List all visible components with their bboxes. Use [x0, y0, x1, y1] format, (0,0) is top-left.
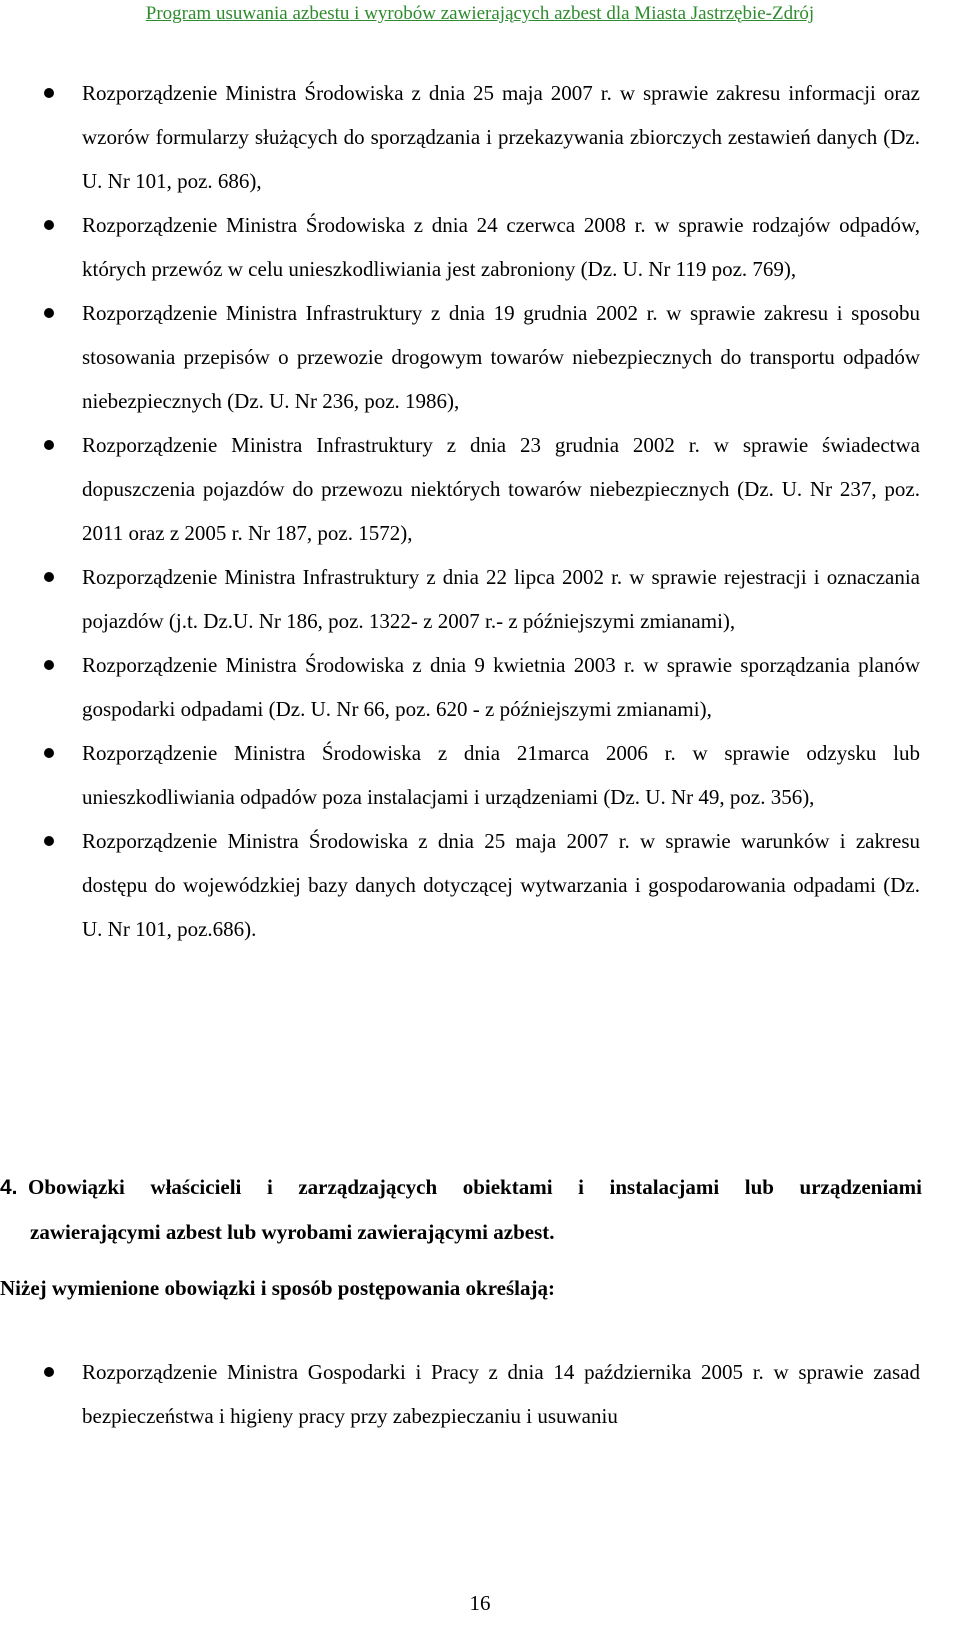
list-item-text: Rozporządzenie Ministra Środowiska z dnia 25 maja 2007 r. w sprawie warunków i zakresu dostępu do wojewódzkiej bazy danych dotyczącej wytwarzania i gospodarowania odpadami (Dz. U. Nr 101, poz.686).	[82, 829, 920, 941]
regulations-list-2	[0, 1350, 960, 1438]
bullet-icon	[44, 572, 54, 582]
section-heading	[0, 1165, 922, 1254]
list-item-text: Rozporządzenie Ministra Środowiska z dnia 21marca 2006 r. w sprawie odzysku lub unieszkodliwiania odpadów poza instalacjami i urządzeniami (Dz. U. Nr 49, poz. 356),	[82, 741, 920, 809]
bullet-icon	[44, 1367, 54, 1377]
list-item-text: Rozporządzenie Ministra Środowiska z dnia 25 maja 2007 r. w sprawie zakresu informacji oraz wzorów formularzy służących do sporządzania i przekazywania zbiorczych zestawień danych (Dz. U. Nr 101, poz. 686),	[82, 81, 920, 193]
bullet-icon	[44, 88, 54, 98]
section-title-line1: Obowiązki właścicieli i zarządzających obiektami i instalacjami lub urządzeniami	[28, 1175, 922, 1199]
list-item-text: Rozporządzenie Ministra Infrastruktury z dnia 23 grudnia 2002 r. w sprawie świadectwa dopuszczenia pojazdów do przewozu niektórych towarów niebezpiecznych (Dz. U. Nr 237, poz. 2011 oraz z 2005 r. Nr 187, poz. 1572),	[82, 433, 920, 545]
section-number: 4.	[0, 1176, 18, 1199]
list-item-text: Rozporządzenie Ministra Infrastruktury z dnia 19 grudnia 2002 r. w sprawie zakresu i sposobu stosowania przepisów o przewozie drogowym towarów niebezpiecznych do transportu odpadów niebezpiecznych (Dz. U. Nr 236, poz. 1986),	[82, 301, 920, 413]
bullet-icon	[44, 308, 54, 318]
regulations-list	[0, 71, 960, 951]
section-title-line2: zawierającymi azbest lub wyrobami zawierającymi azbest.	[30, 1220, 555, 1244]
list-item	[0, 731, 960, 819]
list-item	[0, 423, 960, 555]
intro-text: Niżej wymienione obowiązki i sposób postępowania określają:	[0, 1276, 555, 1300]
bullet-icon	[44, 660, 54, 670]
list-item	[0, 291, 960, 423]
list-item-text: Rozporządzenie Ministra Infrastruktury z dnia 22 lipca 2002 r. w sprawie rejestracji i oznaczania pojazdów (j.t. Dz.U. Nr 186, poz. 1322- z 2007 r.- z późniejszymi zmianami),	[82, 565, 920, 633]
list-item-text: Rozporządzenie Ministra Gospodarki i Pracy z dnia 14 października 2005 r. w sprawie zasad bezpieczeństwa i higieny pracy przy zabezpieczaniu i usuwaniu	[82, 1360, 920, 1428]
list-item-text: Rozporządzenie Ministra Środowiska z dnia 24 czerwca 2008 r. w sprawie rodzajów odpadów, których przewóz w celu unieszkodliwiania jest zabroniony (Dz. U. Nr 119 poz. 769),	[82, 213, 920, 281]
list-item	[0, 643, 960, 731]
list-item	[0, 71, 960, 203]
list-item	[0, 555, 960, 643]
bullet-icon	[44, 748, 54, 758]
list-item	[0, 819, 960, 951]
bullet-icon	[44, 440, 54, 450]
list-item	[0, 1350, 960, 1438]
list-item	[0, 203, 960, 291]
page-number: 16	[469, 1591, 491, 1615]
list-item-text: Rozporządzenie Ministra Środowiska z dnia 9 kwietnia 2003 r. w sprawie sporządzania planów gospodarki odpadami (Dz. U. Nr 66, poz. 620 - z późniejszymi zmianami),	[82, 653, 920, 721]
document-header: Program usuwania azbestu i wyrobów zawierających azbest dla Miasta Jastrzębie-Zdrój	[145, 3, 815, 24]
bullet-icon	[44, 220, 54, 230]
section-heading-line1	[0, 1165, 922, 1210]
bullet-icon	[44, 836, 54, 846]
